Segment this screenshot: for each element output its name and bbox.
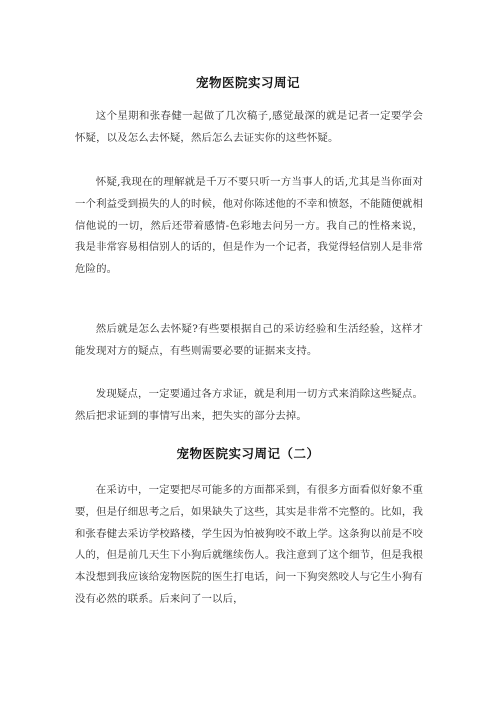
section-1-paragraph-2: 怀疑,我现在的理解就是千万不要只听一方当事人的话,尤其是当你面对一个利益受到损失的人的时候，他对你陈述他的不幸和愤怒，不能随便就相信他说的一切，然后还带着感情-色彩地去问另一方。我自己的性格来说，我是非常容易相信别人的话的，但是作为一个记者，我觉得轻信别人是非常危险的。 — [75, 176, 423, 276]
section-2-paragraph-1: 在采访中，一定要把尽可能多的方面都采到，有很多方面看似好象不重要，但是仔细思考之后，如果缺失了这些，其实是非常不完整的。比如，我和张春健去采访学校路楼，学生因为怕被狗咬不敢上学。这条狗以前是不咬人的，但是前几天生下小狗后就继续伤人。我注意到了这个细节，但是我根本没想到我应该给宠物医院的医生打电话，问一下狗突然咬人与它生小狗有没有必然的联系。后来问了一以后， — [75, 484, 423, 605]
section-1-paragraph-3: 然后就是怎么去怀疑?有些要根据自己的采访经验和生活经验，这样才能发现对方的疑点，有些则需要必要的证据来支持。 — [75, 323, 423, 357]
section-1-title: 宠物医院实习周记 — [195, 75, 300, 90]
section-2-title: 宠物医院实习周记（二） — [176, 446, 320, 461]
section-1-paragraph-4: 发现疑点，一定要通过各方求证，就是利用一切方式来消除这些疑点。然后把求证到的事情写出来，把失实的部分去掉。 — [75, 388, 423, 422]
section-1-paragraph-1: 这个星期和张春健一起做了几次稿子,感觉最深的就是记者一定要学会怀疑，以及怎么去怀疑，然后怎么去证实你的这些怀疑。 — [75, 110, 423, 144]
